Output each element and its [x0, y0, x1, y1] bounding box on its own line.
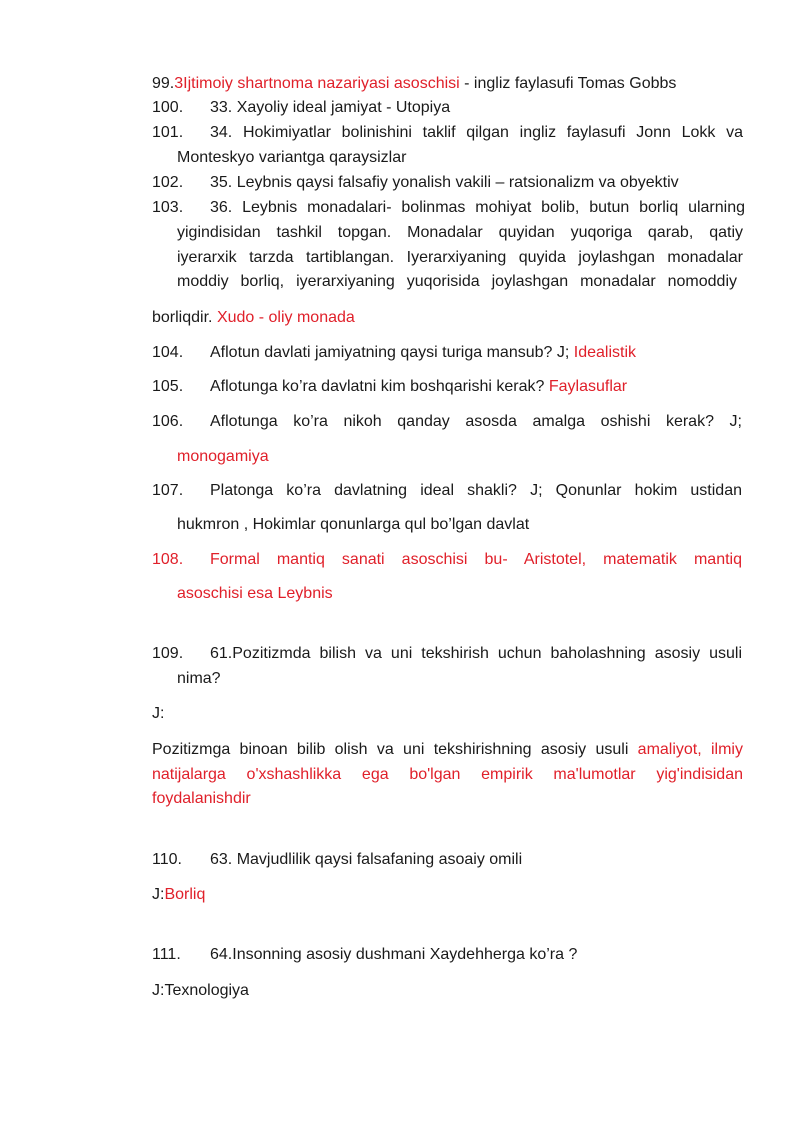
highlighted-text: Formal mantiq sanati asoschisi bu- Aristotel, matematik mantiq	[210, 551, 742, 568]
item-number: 109.	[152, 645, 184, 662]
item-text: Pozitizmga binoan bilib olish va uni tekshirishning asosiy usuli	[152, 741, 629, 758]
item-text: 61.Pozitizmda bilish va uni tekshirish uchun baholashning asosiy usuli	[210, 645, 742, 662]
item-100	[152, 98, 450, 118]
item-text: 64.Insonning asosiy dushmani Xaydehherga ko’ra ?	[210, 946, 578, 963]
highlighted-answer: Faylasuflar	[548, 378, 628, 395]
highlighted-answer: Borliq	[164, 886, 206, 903]
item-number: 110.	[152, 851, 182, 868]
item-111-answer: J:Texnologiya	[152, 982, 249, 999]
item-number: 102.	[152, 174, 184, 191]
item-number: 101.	[152, 124, 184, 141]
item-109-answer-line-1	[152, 740, 743, 760]
item-number: 99.	[152, 75, 175, 92]
item-text: Platonga ko’ra davlatning ideal shakli? J; Qonunlar hokim ustidan	[210, 482, 742, 499]
item-109-answer-line-2: natijalarga o'xshashlikka ega bo'lgan empirik ma'lumotlar yig'indisidan	[152, 766, 743, 783]
item-number: 100.	[152, 99, 184, 116]
item-number: 103.	[152, 199, 184, 216]
item-101-continuation: Monteskyo variantga qaraysizlar	[177, 149, 407, 166]
highlighted-text: Xudo - oliy monada	[216, 309, 355, 326]
item-99	[152, 74, 676, 94]
item-109-answer-line-3: foydalanishdir	[152, 790, 251, 807]
item-text: Aflotunga ko’ra davlatni kim boshqarishi kerak?	[210, 378, 545, 395]
item-text: Aflotun davlati jamiyatning qaysi turiga mansub? J;	[210, 344, 570, 361]
item-108	[152, 550, 742, 570]
item-number: 104.	[152, 344, 184, 361]
item-108-continuation: asoschisi esa Leybnis	[177, 585, 333, 602]
item-text: 63. Mavjudlilik qaysi falsafaning asoaiy omili	[210, 851, 523, 868]
item-110-answer	[152, 885, 205, 905]
item-101	[152, 123, 743, 143]
item-number: 107.	[152, 482, 184, 499]
item-number: 111.	[152, 946, 181, 963]
answer-label: J:	[152, 705, 165, 722]
item-110	[152, 850, 522, 870]
item-106	[152, 412, 742, 432]
item-104	[152, 343, 636, 363]
item-text: 34. Hokimiyatlar bolinishini taklif qilgan ingliz faylasufi Jonn Lokk va	[210, 124, 743, 141]
item-109-continuation: nima?	[177, 670, 221, 687]
item-text: - ingliz faylasufi Tomas Gobbs	[459, 75, 677, 92]
item-text: 33. Xayoliy ideal jamiyat - Utopiya	[210, 99, 451, 116]
item-103-line-2: yigindisidan tashkil topgan. Monadalar quyidan yuqoriga qarab, qatiy	[177, 224, 743, 241]
item-107	[152, 481, 742, 501]
item-number: 108.	[152, 551, 184, 568]
item-number: 105.	[152, 378, 184, 395]
item-103-line-4: moddiy borliq, iyerarxiyaning yuqorisida joylashgan monadalar nomoddiy	[177, 273, 737, 290]
item-105	[152, 377, 627, 397]
answer-label: J:	[152, 886, 165, 903]
highlighted-answer: Idealistik	[573, 344, 637, 361]
item-102	[152, 173, 679, 193]
item-111	[152, 945, 577, 965]
item-103	[152, 198, 745, 218]
item-text: borliqdir.	[152, 309, 213, 326]
item-109	[152, 644, 742, 664]
item-107-continuation: hukmron , Hokimlar qonunlarga qul bo’lgan davlat	[177, 516, 530, 533]
highlighted-text: amaliyot, ilmiy	[637, 741, 743, 758]
item-text: 35. Leybnis qaysi falsafiy yonalish vakili – ratsionalizm va obyektiv	[210, 174, 679, 191]
item-103-line-3: iyerarxik tarzda tartiblangan. Iyerarxiyaning quyida joylashgan monadalar	[177, 249, 743, 266]
item-text: 36. Leybnis monadalari- bolinmas mohiyat bolib, butun borliq ularning	[210, 199, 745, 216]
item-103-line-5	[152, 308, 355, 328]
item-number: 106.	[152, 413, 184, 430]
item-text: Aflotunga ko’ra nikoh qanday asosda amalga oshishi kerak? J;	[210, 413, 742, 430]
highlighted-answer: monogamiya	[177, 448, 269, 465]
highlighted-text: 3Ijtimoiy shartnoma nazariyasi asoschisi	[174, 75, 460, 92]
